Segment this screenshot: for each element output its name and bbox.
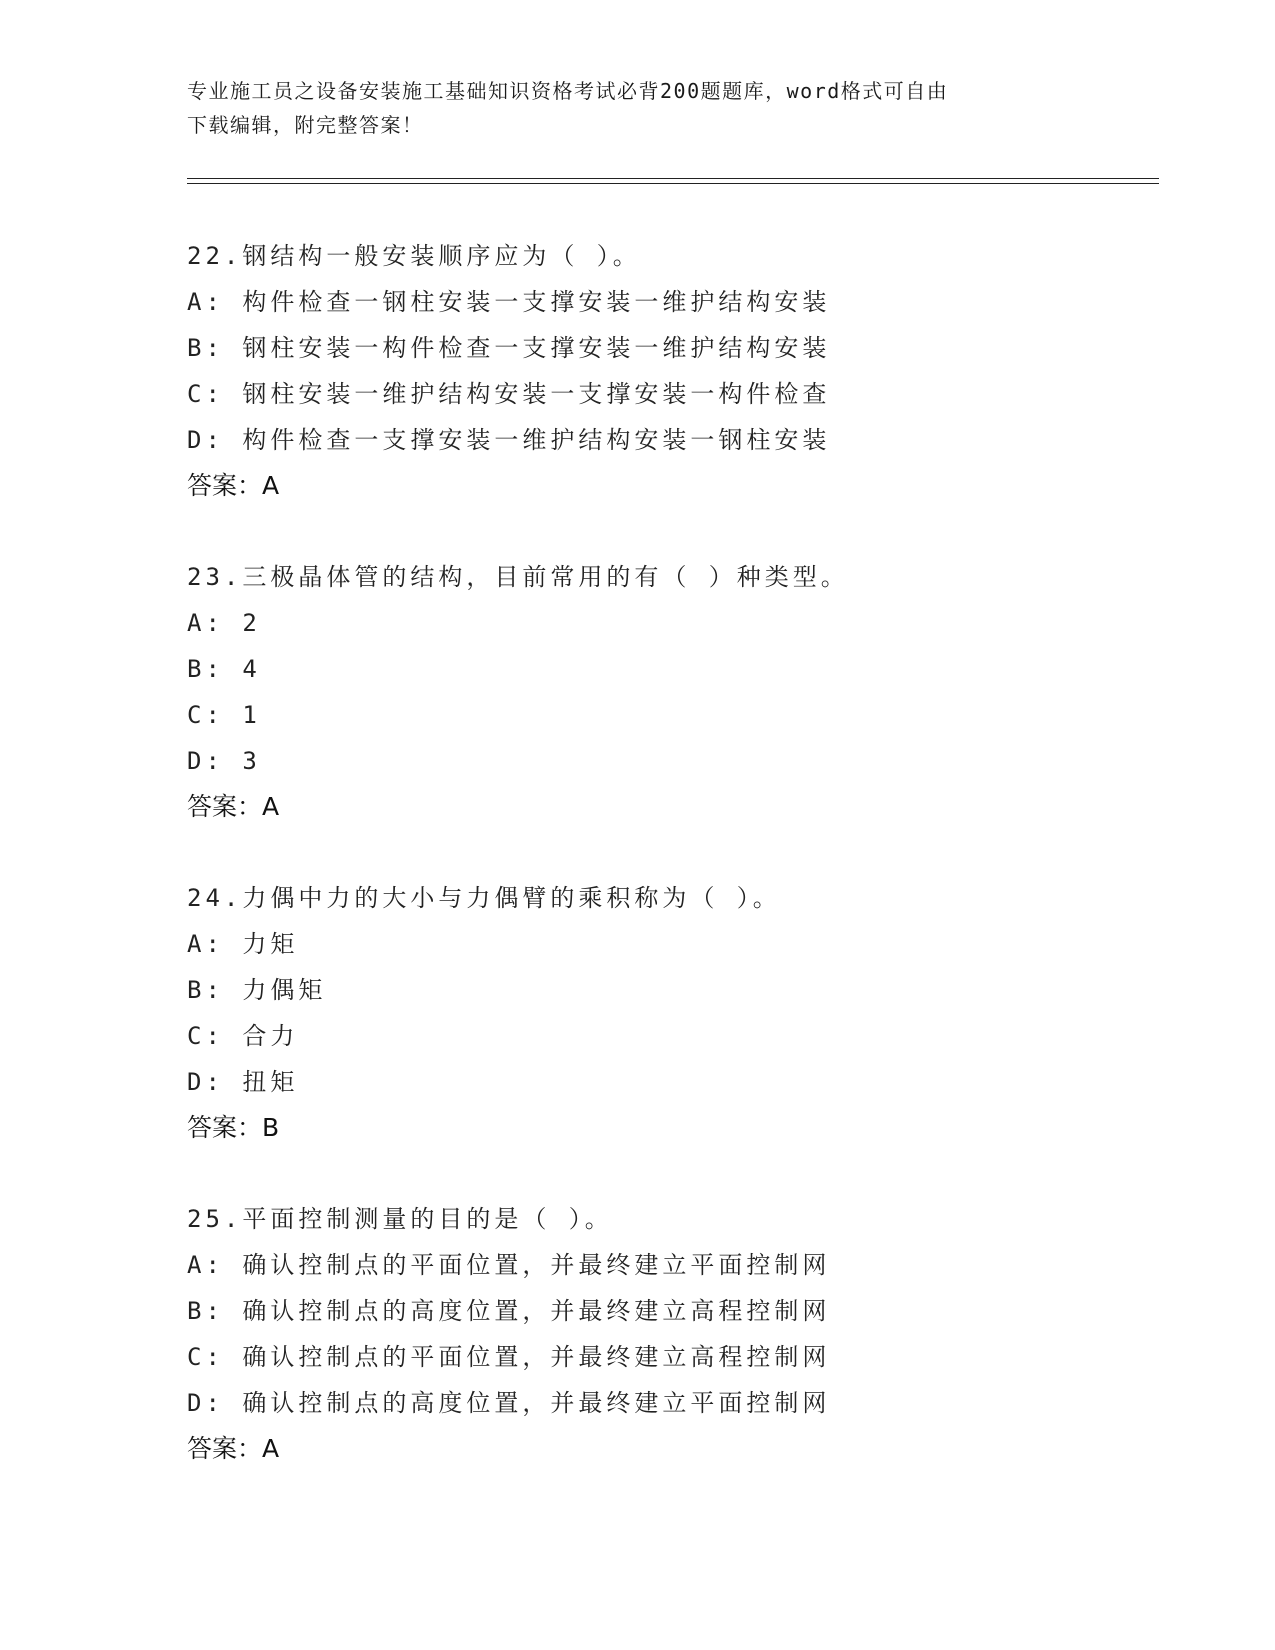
answer-line: 答案：A	[187, 471, 280, 500]
answer-line: 答案：A	[187, 1434, 280, 1463]
option-d: D: 构件检查一支撑安装一维护结构安装一钢柱安装	[187, 426, 831, 454]
option-a: A: 2	[187, 609, 261, 637]
question-stem: 24.力偶中力的大小与力偶臂的乘积称为（ ）。	[187, 884, 781, 912]
question-22	[187, 233, 1187, 509]
answer-line: 答案：B	[187, 1113, 280, 1142]
option-a: A: 构件检查一钢柱安装一支撑安装一维护结构安装	[187, 288, 831, 316]
option-c: C: 确认控制点的平面位置，并最终建立高程控制网	[187, 1343, 831, 1371]
question-23	[187, 554, 1187, 830]
option-b: B: 钢柱安装一构件检查一支撑安装一维护结构安装	[187, 334, 831, 362]
question-24	[187, 875, 1187, 1151]
option-c: C: 1	[187, 701, 261, 729]
option-d: D: 3	[187, 747, 261, 775]
option-a: A: 确认控制点的平面位置，并最终建立平面控制网	[187, 1251, 831, 1279]
question-stem: 25.平面控制测量的目的是（ ）。	[187, 1205, 613, 1233]
question-stem: 22.钢结构一般安装顺序应为（ ）。	[187, 242, 641, 270]
question-25	[187, 1196, 1187, 1472]
option-b: B: 确认控制点的高度位置，并最终建立高程控制网	[187, 1297, 831, 1325]
option-b: B: 4	[187, 655, 261, 683]
option-c: C: 钢柱安装一维护结构安装一支撑安装一构件检查	[187, 380, 831, 408]
header-divider-top	[187, 178, 1159, 179]
document-header	[187, 74, 1087, 142]
option-b: B: 力偶矩	[187, 976, 327, 1004]
question-stem: 23.三极晶体管的结构，目前常用的有（ ）种类型。	[187, 563, 849, 591]
option-d: D: 扭矩	[187, 1068, 299, 1096]
header-line-1: 专业施工员之设备安装施工基础知识资格考试必背200题题库，word格式可自由	[187, 79, 949, 103]
option-c: C: 合力	[187, 1022, 299, 1050]
header-line-2: 下载编辑，附完整答案！	[187, 113, 424, 137]
answer-line: 答案：A	[187, 792, 280, 821]
option-d: D: 确认控制点的高度位置，并最终建立平面控制网	[187, 1389, 831, 1417]
header-divider-bottom	[187, 183, 1159, 184]
option-a: A: 力矩	[187, 930, 299, 958]
